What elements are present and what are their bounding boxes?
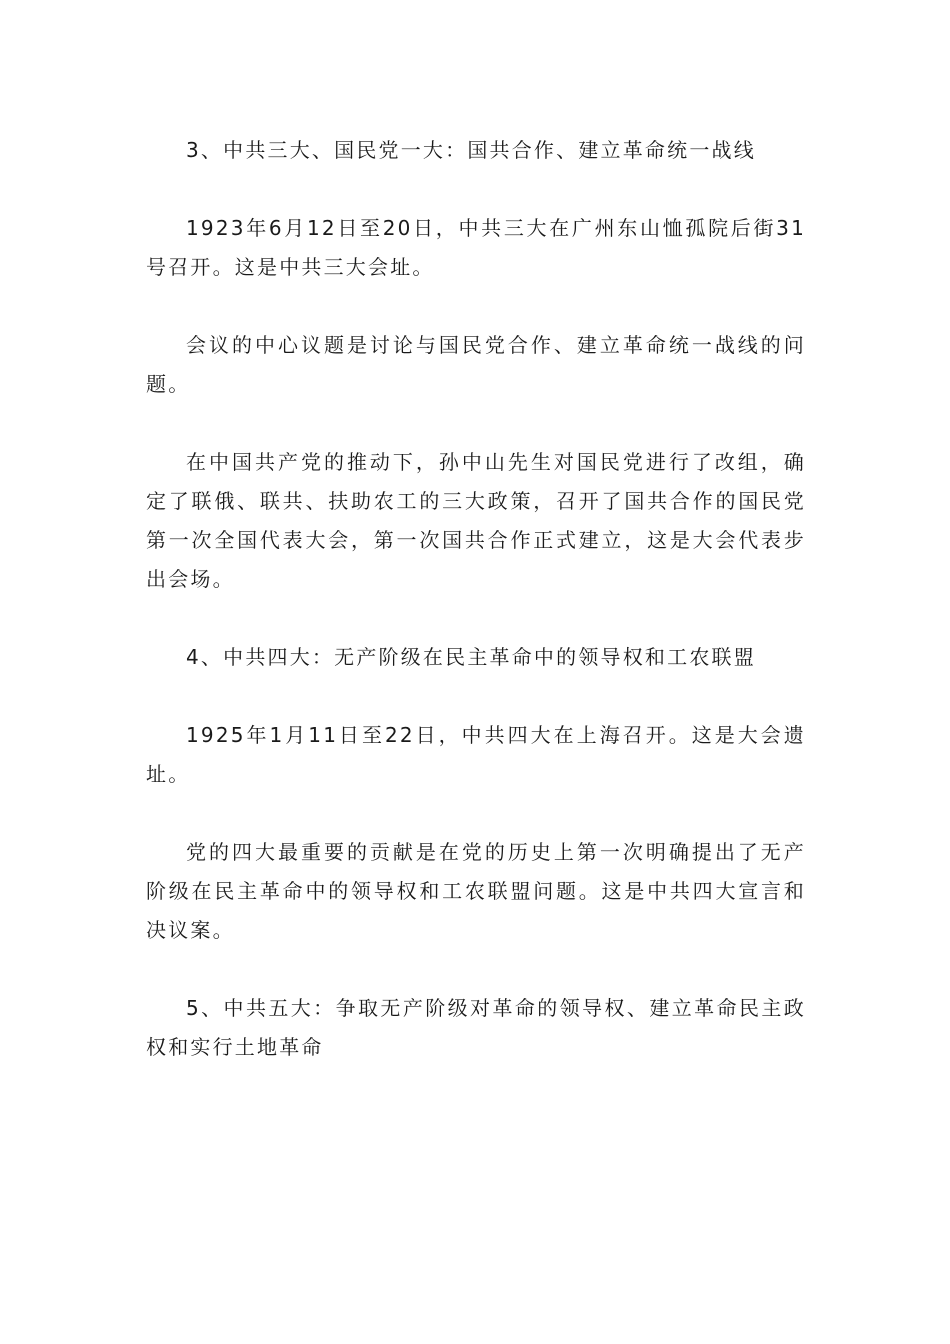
section-heading-5: 5、中共五大：争取无产阶级对革命的领导权、建立革命民主政权和实行土地革命 bbox=[146, 996, 806, 1059]
paragraph-third-congress-topic: 会议的中心议题是讨论与国民党合作、建立革命统一战线的问题。 bbox=[146, 333, 806, 396]
paragraph-first-cooperation: 在中国共产党的推动下，孙中山先生对国民党进行了改组，确定了联俄、联共、扶助农工的三大政策，召开了国共合作的国民党第一次全国代表大会，第一次国共合作正式建立，这是大会代表步出会场。 bbox=[146, 450, 806, 591]
paragraph-fourth-congress-contribution: 党的四大最重要的贡献是在党的历史上第一次明确提出了无产阶级在民主革命中的领导权和工农联盟问题。这是中共四大宣言和决议案。 bbox=[146, 840, 806, 942]
document-body bbox=[146, 131, 806, 1067]
paragraph-fourth-congress-date: 1925年1月11日至22日，中共四大在上海召开。这是大会遗址。 bbox=[146, 723, 806, 786]
section-heading-4: 4、中共四大：无产阶级在民主革命中的领导权和工农联盟 bbox=[186, 645, 756, 669]
section-heading-3: 3、中共三大、国民党一大：国共合作、建立革命统一战线 bbox=[186, 138, 756, 162]
paragraph-third-congress-date: 1923年6月12日至20日，中共三大在广州东山恤孤院后街31号召开。这是中共三大会址。 bbox=[146, 216, 806, 279]
